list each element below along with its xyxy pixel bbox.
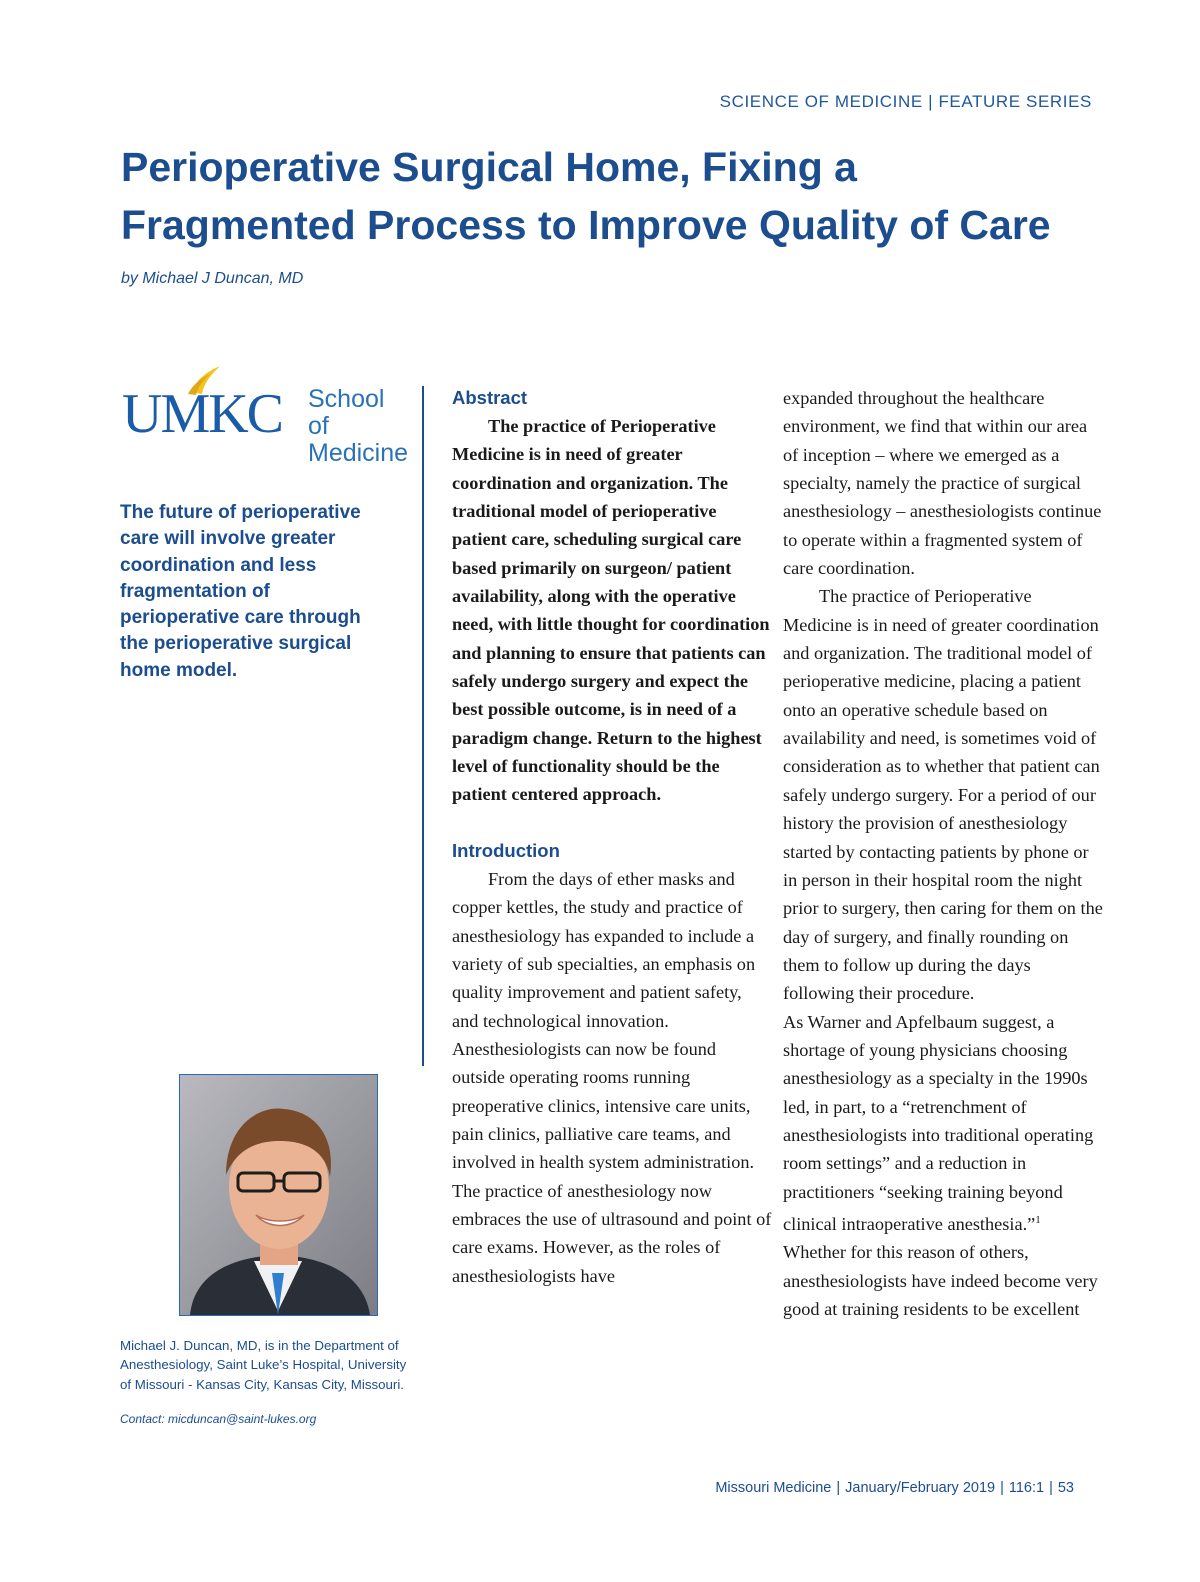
byline: by Michael J Duncan, MD — [121, 270, 304, 287]
intro-paragraph-5-tail: Whether for this reason of others, anesthesiologists have indeed become very good at training residents to be excellent — [783, 1214, 1103, 1320]
logo-subtitle-line2: Medicine — [308, 439, 409, 467]
umkc-logo — [122, 362, 409, 467]
logo-wordmark: UMKC — [122, 383, 283, 445]
author-bio: Michael J. Duncan, MD, is in the Department of Anesthesiology, Saint Luke’s Hospital, University of Missouri - Kansas City, Kansas City, Missouri. — [120, 1338, 407, 1392]
footer-issue-date: January/February 2019 — [845, 1480, 996, 1496]
pull-quote: The future of perioperative care will involve greater coordination and less fragmentation of perioperative care through the perioperative surgical home model. — [120, 502, 361, 681]
introduction-heading: Introduction — [452, 839, 560, 861]
footer-page-number: 53 — [1057, 1480, 1074, 1496]
article-column-middle — [452, 384, 772, 1290]
footer-separator: | — [1049, 1480, 1053, 1496]
section-label: SCIENCE OF MEDICINE | FEATURE SERIES — [719, 92, 1092, 111]
article-column-right — [783, 384, 1105, 1323]
article-title: Perioperative Surgical Home, Fixing a Fragmented Process to Improve Quality of Care — [121, 144, 1051, 248]
column-divider — [422, 386, 424, 1066]
intro-paragraph-5-text: As Warner and Apfelbaum suggest, a shortage of young physicians choosing anesthesiology as a specialty in the 1990s led, in part, to a “retrenchment of anesthesiologists into traditional operating room settings” and a reduction in practitioners “seeking training beyond clinical intraoperative anesthesia.” — [783, 1011, 1094, 1235]
footer-separator: | — [836, 1480, 841, 1496]
intro-paragraph-4: The practice of Perioperative Medicine is in need of greater coordination and organization. The traditional model of perioperative medicine, placing a patient onto an operative schedule based on availability and need, is sometimes void of consideration as to whether that patient can safely undergo surgery. For a period of our history the provision of anesthesiology started by contacting patients by phone or in person in their hospital room the night prior to surgery, then caring for them on the day of surgery, and finally rounding on them to follow up during the days following their procedure. — [783, 586, 1103, 1004]
logo-subtitle-line1: School of — [308, 385, 385, 440]
abstract-text: The practice of Perioperative Medicine is in need of greater coordination and organization. The traditional model of perioperative patient care, scheduling surgical care based primarily on surgeon/ patient availability, along with the operative need, with little thought for coordination and planning to ensure that patients can safely undergo surgery and expect the best possible outcome, is in need of a paradigm change. Return to the highest level of functionality should be the patient centered approach. — [452, 416, 770, 805]
author-contact: Contact: micduncan@saint-lukes.org — [120, 1412, 317, 1426]
footer-journal: Missouri Medicine — [715, 1480, 832, 1496]
logo-subtitle — [308, 386, 408, 467]
intro-paragraph-1: From the days of ether masks and copper kettles, the study and practice of anesthesiology has expanded to include a variety of sub specialties, an emphasis on quality improvement and patient safety, and technological innovation. Anesthesiologists can now be found outside operating rooms running preoperative clinics, intensive care units, pain clinics, palliative care teams, and involved in health system administration. — [452, 868, 756, 1173]
author-photo — [179, 1074, 378, 1316]
intro-paragraph-5 — [783, 1008, 1105, 1324]
footer-volume: 116:1 — [1008, 1480, 1045, 1496]
footer-separator: | — [1000, 1480, 1004, 1496]
page-footer — [715, 1480, 1074, 1496]
abstract-heading: Abstract — [452, 387, 528, 408]
intro-paragraph-2: The practice of anesthesiology now embraces the use of ultrasound and point of care exams. However, as the roles of anesthesiologists have — [452, 1180, 772, 1286]
citation-ref: 1 — [1035, 1213, 1041, 1226]
intro-paragraph-3: expanded throughout the healthcare environment, we find that within our area of inception – where we emerged as a specialty, namely the practice of surgical anesthesiology – anesthesiologists continue to operate within a fragmented system of care coordination. — [783, 388, 1102, 579]
